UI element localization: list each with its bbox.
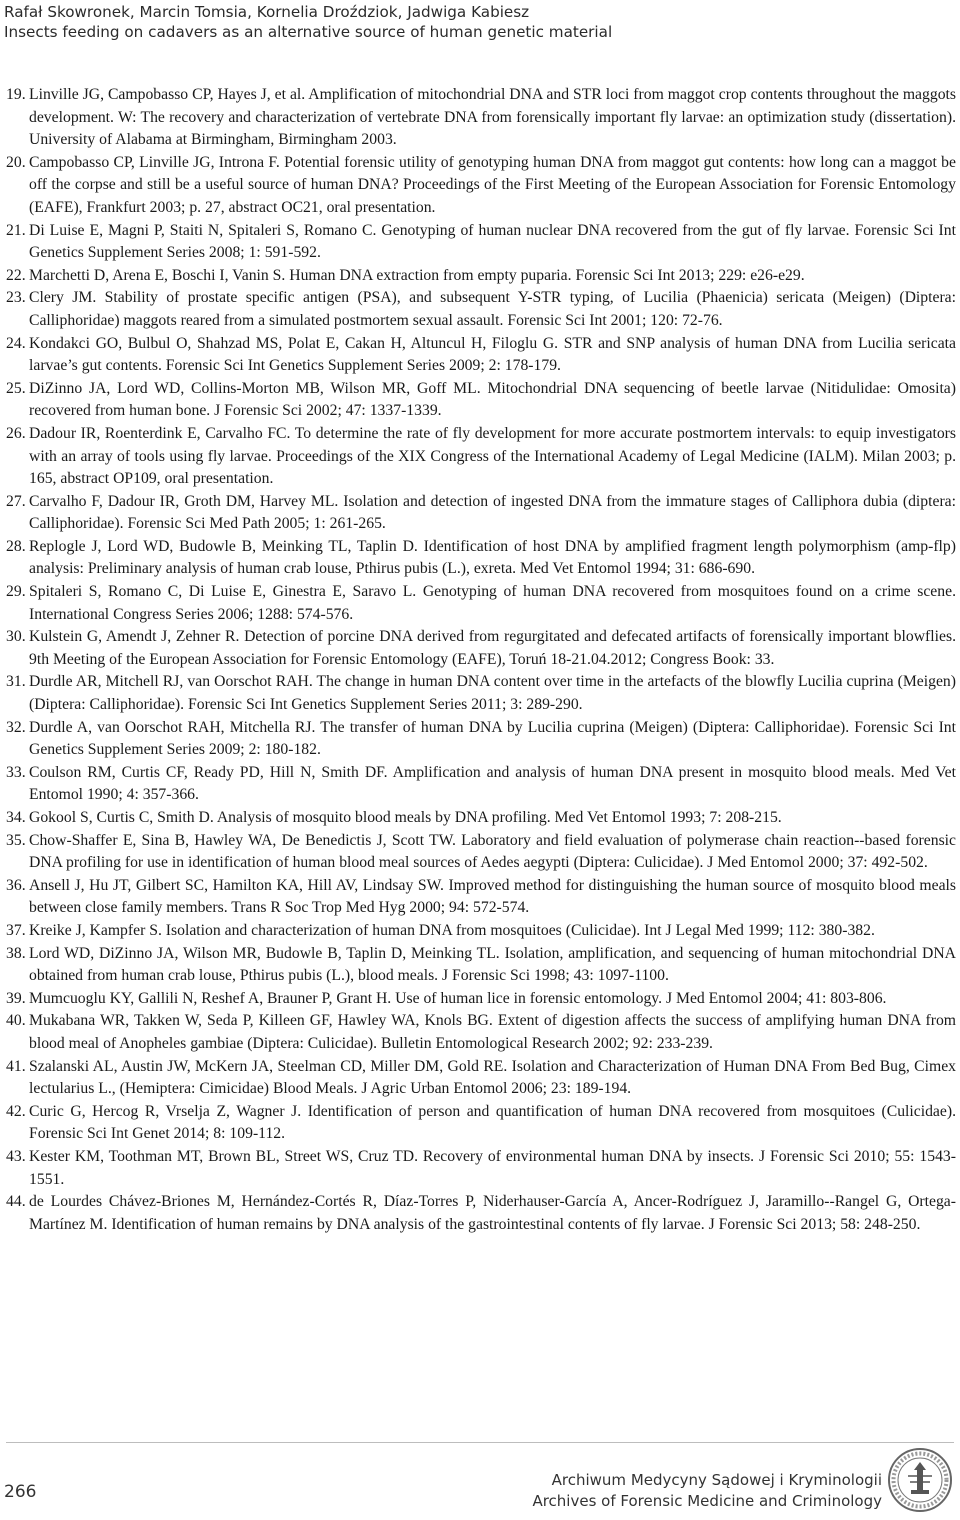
journal-name-english: Archives of Forensic Medicine and Criminology bbox=[532, 1492, 882, 1510]
reference-number: 30. bbox=[6, 628, 26, 646]
reference-item bbox=[6, 1191, 956, 1236]
reference-item bbox=[6, 536, 956, 581]
header-title: Insects feeding on cadavers as an alternative source of human genetic material bbox=[4, 23, 613, 41]
reference-text: Kester KM, Toothman MT, Brown BL, Street WS, Cruz TD. Recovery of environmental human DNA by insects. J Forensic Sci 2010; 55: 1543-1551. bbox=[29, 1147, 956, 1188]
reference-text: Carvalho F, Dadour IR, Groth DM, Harvey ML. Isolation and detection of ingested DNA from the immature stages of Calliphora dubia (diptera: Calliphoridae). Forensic Sci Med Path 2005; 1: 261-265. bbox=[29, 492, 956, 533]
reference-number: 40. bbox=[6, 1012, 26, 1030]
reference-text: Clery JM. Stability of prostate specific antigen (PSA), and subsequent Y-STR typing, of Lucilia (Phaenicia) sericata (Meigen) (Diptera: Calliphoridae) maggots reared from a simulated postmortem sexual assault. Forensic Sci Int 2001; 120: 72-76. bbox=[29, 289, 956, 329]
reference-number: 39. bbox=[6, 989, 26, 1007]
reference-text: Chow-Shaffer E, Sina B, Hawley WA, De Benedictis J, Scott TW. Laboratory and field evaluation of polymerase chain reaction--based forensic DNA profiling for use in identification of human blood meal sources of Aedes aegypti (Diptera: Culicidae). J Med Entomol 2000; 37: 492-502. bbox=[29, 831, 956, 872]
reference-number: 41. bbox=[6, 1057, 26, 1075]
reference-list bbox=[6, 84, 956, 1236]
reference-text: Di Luise E, Magni P, Staiti N, Spitaleri S, Romano C. Genotyping of human nuclear DNA recovered from the gut of fly larvae. Forensic Sci Int Genetics Supplement Series 2008; 1: 591-592. bbox=[29, 221, 956, 262]
journal-name bbox=[532, 1470, 882, 1512]
reference-item bbox=[6, 220, 956, 265]
reference-number: 44. bbox=[6, 1193, 26, 1211]
reference-text: Lord WD, DiZinno JA, Wilson MR, Budowle B, Taplin D, Meinking TL. Isolation, amplification, and sequencing of human mitochondrial DNA obtained from human crab louse, Pthirus pubis (L.), blood meals. J Forensic Sci 1998; 43: 1097-1100. bbox=[29, 944, 956, 985]
reference-item bbox=[6, 875, 956, 920]
reference-item bbox=[6, 807, 956, 830]
reference-number: 25. bbox=[6, 379, 26, 397]
reference-number: 21. bbox=[6, 221, 26, 239]
reference-item bbox=[6, 988, 956, 1011]
reference-text: Gokool S, Curtis C, Smith D. Analysis of mosquito blood meals by DNA profiling. Med Vet Entomol 1993; 7: 208-215. bbox=[29, 809, 782, 826]
reference-item bbox=[6, 1056, 956, 1101]
reference-text: Kreike J, Kampfer S. Isolation and characterization of human DNA from mosquitoes (Culicidae). Int J Legal Med 1999; 112: 380-382. bbox=[29, 921, 875, 939]
reference-number: 35. bbox=[6, 831, 26, 849]
footer-divider bbox=[6, 1442, 954, 1443]
reference-text: Szalanski AL, Austin JW, McKern JA, Steelman CD, Miller DM, Gold RE. Isolation and Characterization of Human DNA From Bed Bug, Cimex lectularius L., (Hemiptera: Cimicidae) Blood Meals. J Agric Urban Entomol 2006; 23: 189-194. bbox=[29, 1057, 956, 1098]
reference-text: de Lourdes Chávez-Briones M, Hernández-Cortés R, Díaz-Torres P, Niderhauser-García A, Ancer-Rodríguez J, Jaramillo--Rangel G, Ortega-Martínez M. Identification of human remains by DNA analysis of the gastrointestinal contents of fly larvae. J Forensic Sci 2013; 58: 248-250. bbox=[29, 1193, 956, 1233]
reference-text: Linville JG, Campobasso CP, Hayes J, et al. Amplification of mitochondrial DNA and STR loci from maggot crop contents throughout the maggots development. W: The recovery and characterization of vertebrate DNA from forensically important fly larvae: an optimization study (dissertation). University of Alabama at Birmingham, Birmingham 2003. bbox=[29, 86, 956, 149]
reference-text: Spitaleri S, Romano C, Di Luise E, Ginestra E, Saravo L. Genotyping of human DNA recovered from mosquitoes found on a crime scene. International Congress Series 2006; 1288: 574-576. bbox=[29, 583, 956, 623]
page-number: 266 bbox=[4, 1482, 37, 1502]
reference-item bbox=[6, 265, 956, 288]
reference-item bbox=[6, 943, 956, 988]
reference-item bbox=[6, 920, 956, 943]
reference-text: Durdle A, van Oorschot RAH, Mitchella RJ. The transfer of human DNA by Lucilia cuprina (Meigen) (Diptera: Calliphoridae). Forensic Sci Int Genetics Supplement Series 2009; 2: 180-182. bbox=[29, 718, 956, 759]
reference-item bbox=[6, 762, 956, 807]
header-authors: Rafał Skowronek, Marcin Tomsia, Kornelia Droździok, Jadwiga Kabiesz bbox=[4, 3, 530, 21]
reference-number: 23. bbox=[6, 289, 26, 307]
reference-number: 37. bbox=[6, 921, 26, 939]
reference-item bbox=[6, 287, 956, 332]
reference-text: Mukabana WR, Takken W, Seda P, Killeen GF, Hawley WA, Knols BG. Extent of digestion affects the success of amplifying human DNA from blood meal of Anopheles gambiae (Diptera: Culicidae). Bulletin Entomological Research 2002; 92: 233-239. bbox=[29, 1012, 956, 1052]
reference-number: 38. bbox=[6, 944, 26, 962]
reference-number: 42. bbox=[6, 1102, 26, 1120]
society-seal-icon bbox=[886, 1446, 954, 1514]
reference-item bbox=[6, 84, 956, 152]
reference-text: DiZinno JA, Lord WD, Collins-Morton MB, Wilson MR, Goff ML. Mitochondrial DNA sequencing of beetle larvae (Nitidulidae: Omosita) recovered from human bone. J Forensic Sci 2002; 47: 1337-1339. bbox=[29, 379, 956, 420]
reference-item bbox=[6, 423, 956, 491]
reference-item bbox=[6, 717, 956, 762]
reference-text: Campobasso CP, Linville JG, Introna F. Potential forensic utility of genotyping human DNA from maggot gut contents: how long can a maggot be off the corpse and still be a useful source of human DNA? Proceedings of the First Meeting of the European Association for Forensic Entomology (EAFE), Frankfurt 2003; p. 27, abstract OC21, oral presentation. bbox=[29, 153, 956, 216]
reference-number: 26. bbox=[6, 424, 26, 442]
reference-text: Kulstein G, Amendt J, Zehner R. Detection of porcine DNA derived from regurgitated and defecated artifacts of forensically important blowflies. 9th Meeting of the European Association for Forensic Entomology (EAFE), Toruń 18-21.04.2012; Congress Book: 33. bbox=[29, 628, 956, 668]
reference-item bbox=[6, 333, 956, 378]
reference-text: Ansell J, Hu JT, Gilbert SC, Hamilton KA, Hill AV, Lindsay SW. Improved method for distinguishing the human source of mosquito blood meals between close family members. Trans R Soc Trop Med Hyg 2000; 94: 572-574. bbox=[29, 876, 956, 917]
reference-text: Coulson RM, Curtis CF, Ready PD, Hill N, Smith DF. Amplification and analysis of human DNA present in mosquito blood meals. Med Vet Entomol 1990; 4: 357-366. bbox=[29, 763, 956, 804]
reference-text: Replogle J, Lord WD, Budowle B, Meinking TL, Taplin D. Identification of host DNA by amplified fragment length polymorphism (amp-flp) analysis: Preliminary analysis of human crab louse, Pthirus pubis (L.), exreta. Med Vet Entomol 1994; 31: 686-690. bbox=[29, 537, 956, 578]
reference-text: Durdle AR, Mitchell RJ, van Oorschot RAH. The change in human DNA content over time in the artefacts of the blowfly Lucilia cuprina (Meigen) (Diptera: Calliphoridae). Forensic Sci Int Genetics Supplement Series 2011; 3: 289-290. bbox=[29, 673, 956, 714]
reference-text: Marchetti D, Arena E, Boschi I, Vanin S. Human DNA extraction from empty puparia. Forensic Sci Int 2013; 229: e26-e29. bbox=[29, 266, 805, 284]
reference-number: 33. bbox=[6, 763, 26, 781]
reference-item bbox=[6, 671, 956, 716]
reference-item bbox=[6, 378, 956, 423]
reference-item bbox=[6, 1101, 956, 1146]
reference-number: 22. bbox=[6, 266, 26, 284]
reference-number: 24. bbox=[6, 334, 26, 352]
reference-item bbox=[6, 626, 956, 671]
running-header bbox=[4, 2, 954, 42]
reference-number: 27. bbox=[6, 492, 26, 510]
journal-name-polish: Archiwum Medycyny Sądowej i Kryminologii bbox=[551, 1471, 882, 1489]
reference-item bbox=[6, 581, 956, 626]
reference-item bbox=[6, 1146, 956, 1191]
reference-text: Curic G, Hercog R, Vrselja Z, Wagner J. Identification of person and quantification of human DNA recovered from mosquitoes (Culicidae). Forensic Sci Int Genet 2014; 8: 109-112. bbox=[29, 1102, 956, 1143]
reference-number: 34. bbox=[6, 809, 26, 826]
reference-number: 32. bbox=[6, 718, 26, 736]
reference-text: Kondakci GO, Bulbul O, Shahzad MS, Polat E, Cakan H, Altuncul H, Filoglu G. STR and SNP analysis of human DNA from Lucilia sericata larvae’s gut contents. Forensic Sci Int Genetics Supplement Series 2009; 2: 178-179. bbox=[29, 334, 956, 375]
reference-text: Dadour IR, Roenterdink E, Carvalho FC. To determine the rate of fly development for more accurate postmortem intervals: to equip investigators with an array of tools using fly larvae. Proceedings of the XIX Congress of the International Academy of Legal Medicine (IALM). Milan 2003; p. 165, abstract OP109, oral presentation. bbox=[29, 424, 956, 488]
reference-number: 31. bbox=[6, 673, 26, 691]
reference-item bbox=[6, 1010, 956, 1055]
reference-number: 29. bbox=[6, 583, 26, 601]
reference-number: 20. bbox=[6, 153, 26, 171]
reference-item bbox=[6, 152, 956, 220]
reference-number: 36. bbox=[6, 876, 26, 894]
reference-number: 19. bbox=[6, 86, 26, 103]
reference-number: 28. bbox=[6, 537, 26, 555]
reference-text: Mumcuoglu KY, Gallili N, Reshef A, Brauner P, Grant H. Use of human lice in forensic entomology. J Med Entomol 2004; 41: 803-806. bbox=[29, 989, 887, 1007]
reference-item bbox=[6, 830, 956, 875]
reference-number: 43. bbox=[6, 1147, 26, 1165]
reference-item bbox=[6, 491, 956, 536]
